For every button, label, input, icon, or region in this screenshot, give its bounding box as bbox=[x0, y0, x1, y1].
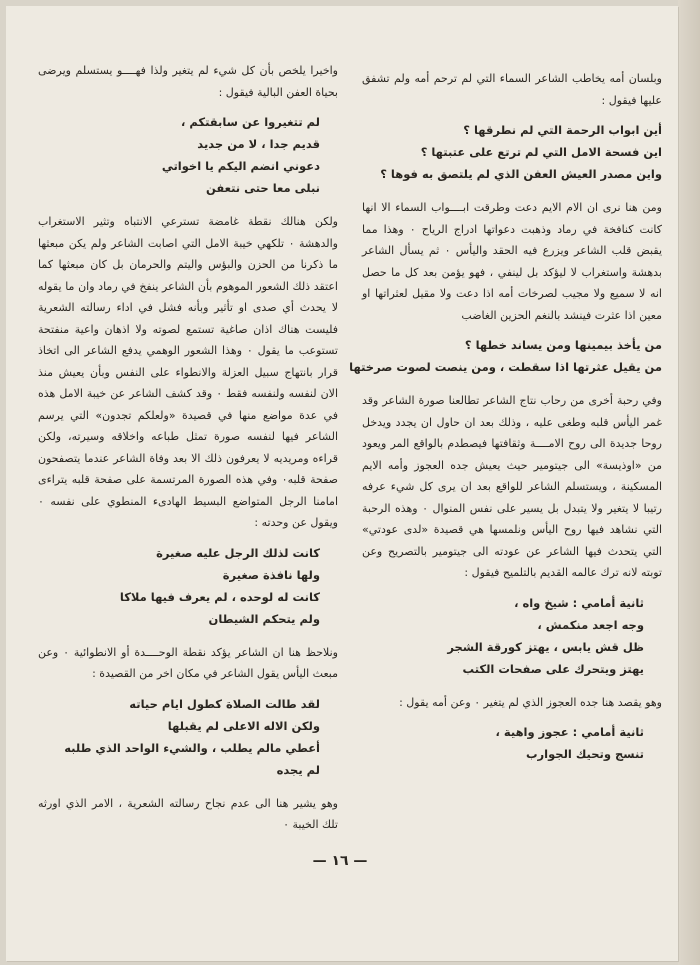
page-number: — ١٦ — bbox=[312, 853, 368, 869]
verse-line: نبلى معا حتى نتعفن bbox=[205, 181, 320, 195]
right-column bbox=[349, 68, 663, 777]
paragraph: ومن هنا نرى ان الام الايم دعت وطرقت ابــــواب السماء الا انها كانت كنافخة في رماد وذهبت دعواتها ادراج الرياح ٠ وهذا مما يقبض قلب الشاعر ويزرع فيه الحقد واليأس ٠ ثم يسأل الشاعر بدهشة واستغراب لا ليؤكد بل لينفي ، فهو يؤمن بعد كل ما حصل انه لا سميع ولا مجيب لصرخات أمه اذا دعت ولا مقيل لعثراتها او معين اذا عثرت فينشد بالنغم الحزين الغاضب bbox=[362, 201, 663, 322]
verse-line: تنسج وتحيك الجوارب bbox=[525, 747, 644, 761]
poem-excerpt bbox=[362, 592, 662, 680]
verse-line: لقد طالت الصلاة كطول ايام حياته bbox=[129, 696, 320, 711]
paragraph: وهو يشير هنا الى عدم نجاح رسالته الشعرية ، الامر الذي اورثه تلك الخيبة ٠ bbox=[38, 796, 338, 831]
verse-line: ثانية أمامي : شيخ واه ، bbox=[514, 595, 644, 610]
paragraph: ولكن هنالك نقطة غامضة تسترعي الانتباه وتثير الاستغراب والدهشة ٠ تلكهي خيبة الامل التي اصابت الشاعر ولم يكن مبعثها ما ذكرنا من الحزن والبؤس واليتم والحرمان بل كان مبعثها كما اعتقد ذلك الشعور الموهوم بأن الشاعر ينفخ في رماد وان ما يقوله لا يحدث أي صدى او تأثير وبأنه فشل في اداء رسالته الشعرية فليست هناك اذان صاغية تستمع لصوته ولا اذهان واعية منفتحة تستوعب ما يقول ٠ وهذا الشعور الوهمي يدفع الشاعر الى اتخاذ قرار بانتهاج سبيل العزلة والانطواء على النفس وبأن يعيش منذ الان لنفسه ولنفسه فقط ٠ وقد كشف الشاعر عن خيبة الامل هذه في عدة مواضع منها في قصيدة «ولعلكم تجدون» التي يرسم الشاعر فيها لنفسه صورة تمثل طباعه واخلاقه وسيرته، ولكن قراءه ومريديه لا يعرفون ذلك الا بعد وفاة الشاعر عندما يتصفحون صفحة قلبه٠ وفي هذه الصورة المرتسمة على صفحة قلبه يتراءى امامنا الرجل المتواضع البسيط الهادىء المنطوي على نفسه ٠ ويقول عن وحدته : bbox=[38, 215, 338, 529]
verse-line: أين ابواب الرحمة التي لم نطرقها ؟ bbox=[463, 123, 662, 137]
left-column bbox=[38, 60, 338, 844]
binding-edge bbox=[678, 0, 700, 965]
paragraph: وبلسان أمه يخاطب الشاعر السماء التي لم ترحم أمه ولم تشفق عليها فيقول : bbox=[362, 72, 662, 107]
verse-line: ولكن الاله الاعلى لم يقبلها bbox=[167, 718, 320, 733]
verse-line: لم يجده bbox=[276, 762, 320, 777]
poem-excerpt bbox=[349, 334, 662, 378]
verse-line: وجه اجعد منكمش ، bbox=[537, 617, 644, 632]
verse-line: يهتز ويتحرك على صفحات الكتب bbox=[462, 661, 644, 676]
paragraph: واخيرا يلخص بأن كل شيء لم يتغير ولذا فهــــو يستسلم ويرضى بحياة العفن البالية فيقول : bbox=[38, 64, 338, 99]
verse-line: من يأخذ بيمينها ومن يساند خطها ؟ bbox=[464, 338, 662, 352]
paragraph: وفي رحبة أخرى من رحاب نتاج الشاعر تطالعنا صورة الشاعر وقد غمر اليأس قلبه وطغى عليه ، وذلك بعد ان حاول ان يجدد ويدخل روحا جديدة الى روح الامــــة وثقافتها فيصطدم بالواقع المر ويعود من «اوذيسة» الى جيتومير حيث يعيش جده العجوز وأمه الايم المسكينة ، ويستسلم الشاعر للواقع بعد ان يرى كل شيء عرفه رتيبا لا يتغير ولا يتبدل بل يسير على نفس المنوال ٠ وهذه الرحبة التي نشاهد فيها روح اليأس ونلمسها هي قصيدة «لدى عودتي» التي يتحدث فيها الشاعر عن عودته الى جيتومير بالتصريح وعن توبته لانه ترك عالمه القديم بالتلميح فيقول : bbox=[362, 394, 662, 579]
poem-excerpt bbox=[362, 119, 662, 185]
verse-line: اين فسحة الامل التي لم ترتع على عتبتها ؟ bbox=[420, 145, 662, 159]
paragraph: ونلاحظ هنا ان الشاعر يؤكد نقطة الوحــــدة أو الانطوائية ٠ وعن مبعث اليأس يقول الشاعر في مكان اخر من القصيدة : bbox=[38, 645, 338, 680]
verse-line: من يقيل عثرتها اذا سقطت ، ومن ينصت لصوت صرختها bbox=[349, 360, 662, 374]
verse-line: ولها نافذة صغيرة bbox=[222, 567, 320, 582]
verse-line: قديم جدا ، لا من جديد bbox=[197, 137, 320, 151]
verse-line: كانت لذلك الرجل عليه صغيرة bbox=[156, 545, 320, 560]
verse-line: أعطي مالم يطلب ، والشيء الواحد الذي طلبه bbox=[64, 740, 320, 755]
verse-line: كانت له لوحده ، لم يعرف فيها ملاكا bbox=[119, 589, 320, 604]
poem-excerpt bbox=[38, 693, 338, 781]
verse-line: ثانية أمامي : عجوز واهية ، bbox=[495, 725, 644, 739]
verse-line: ظل قش يابس ، يهتز كورقة الشجر bbox=[447, 639, 644, 654]
verse-line: واين مصدر العيش العفن الذي لم يلتصق به فوها ؟ bbox=[380, 167, 662, 181]
poem-excerpt bbox=[38, 542, 338, 630]
poem-excerpt bbox=[362, 721, 662, 765]
verse-line: لم تتغيروا عن سابقتكم ، bbox=[181, 115, 320, 129]
verse-line: دعوني انضم اليكم يا اخواتي bbox=[161, 159, 320, 173]
verse-line: ولم يتحكم الشيطان bbox=[208, 611, 320, 626]
poem-excerpt bbox=[38, 111, 338, 199]
paragraph: وهو يقصد هنا جده العجوز الذي لم يتغير ٠ وعن أمه يقول : bbox=[399, 695, 662, 709]
